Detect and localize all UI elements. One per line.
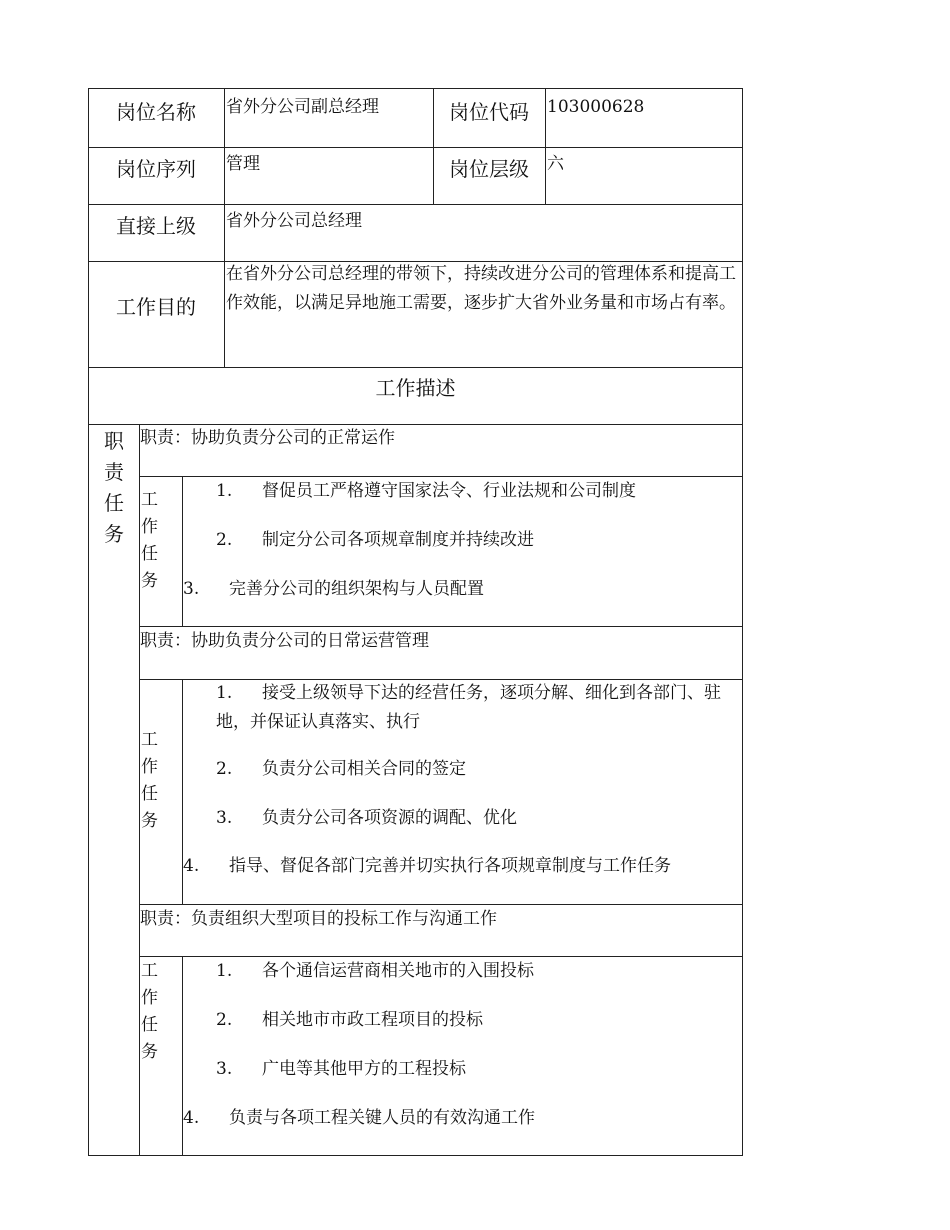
duty-3-task-2: 2. 相关地市市政工程项目的投标 bbox=[216, 1010, 483, 1030]
duty-3-title: 职责：负责组织大型项目的投标工作与沟通工作 bbox=[140, 909, 497, 929]
position-level-label: 岗位层级 bbox=[449, 157, 529, 181]
duty-2-title: 职责：协助负责分公司的日常运营管理 bbox=[140, 631, 429, 651]
duty-1-title: 职责：协助负责分公司的正常运作 bbox=[140, 428, 395, 448]
job-purpose-value: 在省外分公司总经理的带领下，持续改进分公司的管理体系和提高工作效能，以满足异地施工需要，逐步扩大省外业务量和市场占有率。 bbox=[226, 264, 736, 313]
work-description-title: 工作描述 bbox=[375, 376, 456, 400]
duties-label: 职责任务 bbox=[104, 429, 124, 546]
position-sequence-value: 管理 bbox=[226, 154, 260, 174]
direct-superior-value: 省外分公司总经理 bbox=[226, 211, 362, 231]
position-name-value: 省外分公司副总经理 bbox=[226, 97, 379, 117]
duty-3-task-label: 工作任务 bbox=[141, 961, 158, 1062]
duty-3-task-1: 1. 各个通信运营商相关地市的入围投标 bbox=[216, 961, 534, 981]
duty-2-task-2: 2. 负责分公司相关合同的签定 bbox=[216, 759, 466, 779]
duty-3-task-3: 3. 广电等其他甲方的工程投标 bbox=[216, 1059, 466, 1079]
position-code-label: 岗位代码 bbox=[449, 100, 529, 124]
duty-1-task-label: 工作任务 bbox=[141, 490, 158, 591]
job-purpose-label: 工作目的 bbox=[116, 295, 196, 319]
position-level-value: 六 bbox=[547, 154, 564, 174]
position-code-value: 103000628 bbox=[547, 97, 645, 117]
duty-2-task-3: 3. 负责分公司各项资源的调配、优化 bbox=[216, 808, 517, 828]
position-name-label: 岗位名称 bbox=[116, 100, 196, 124]
duty-2-task-label: 工作任务 bbox=[141, 730, 158, 831]
duty-1-task-2: 2. 制定分公司各项规章制度并持续改进 bbox=[216, 530, 534, 550]
duty-2-task-4: 4. 指导、督促各部门完善并切实执行各项规章制度与工作任务 bbox=[183, 856, 671, 876]
duty-1-task-3: 3. 完善分公司的组织架构与人员配置 bbox=[183, 579, 484, 599]
duty-2-task-1: 1. 接受上级领导下达的经营任务，逐项分解、细化到各部门、驻地，并保证认真落实、执行 bbox=[216, 683, 721, 732]
position-sequence-label: 岗位序列 bbox=[116, 157, 196, 181]
duty-1-task-1: 1. 督促员工严格遵守国家法令、行业法规和公司制度 bbox=[216, 481, 636, 501]
direct-superior-label: 直接上级 bbox=[116, 214, 196, 238]
duty-3-task-4: 4. 负责与各项工程关键人员的有效沟通工作 bbox=[183, 1108, 535, 1128]
